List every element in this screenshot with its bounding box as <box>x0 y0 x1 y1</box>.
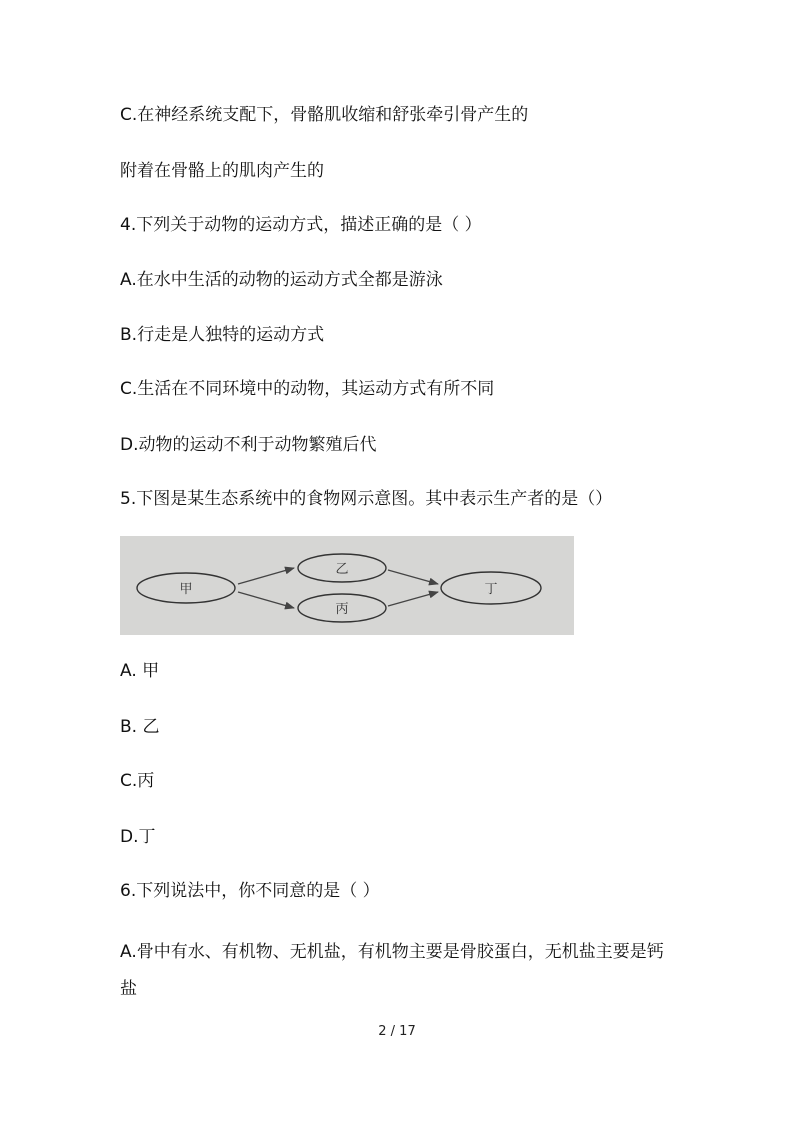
question-5-stem: 5.下图是某生态系统中的食物网示意图。其中表示生产者的是（） <box>120 489 613 509</box>
arrow-yi-to-ding <box>388 570 438 584</box>
arrow-jia-to-yi <box>238 568 294 584</box>
question-4-option-d: D.动物的运动不利于动物繁殖后代 <box>120 435 377 455</box>
option-3c-line2: 附着在骨骼上的肌肉产生的 <box>120 161 324 181</box>
question-6-option-a: A.骨中有水、有机物、无机盐，有机物主要是骨胶蛋白，无机盐主要是钙盐 <box>120 942 664 999</box>
question-4-option-b: B.行走是人独特的运动方式 <box>120 325 325 345</box>
question-6-stem: 6.下列说法中，你不同意的是（ ） <box>120 881 380 901</box>
food-web-svg <box>120 536 574 635</box>
question-5-option-b: B. 乙 <box>120 717 160 737</box>
question-4-option-a: A.在水中生活的动物的运动方式全都是游泳 <box>120 270 443 290</box>
arrow-jia-to-bing <box>238 592 294 608</box>
question-4-option-c: C.生活在不同环境中的动物，其运动方式有所不同 <box>120 379 495 399</box>
node-yi-label: 乙 <box>335 562 349 577</box>
arrow-bing-to-ding <box>388 592 438 606</box>
option-3c-line1: C.在神经系统支配下，骨骼肌收缩和舒张牵引骨产生的 <box>120 105 529 125</box>
food-web-diagram <box>120 536 574 635</box>
question-4-stem: 4.下列关于动物的运动方式，描述正确的是（ ） <box>120 215 482 235</box>
question-5-option-c: C.丙 <box>120 771 155 791</box>
page-number: 2 / 17 <box>378 1024 416 1039</box>
question-5-option-d: D.丁 <box>120 827 156 847</box>
node-bing-label: 丙 <box>335 602 349 617</box>
node-ding-label: 丁 <box>484 582 498 597</box>
question-5-option-a: A. 甲 <box>120 661 160 681</box>
node-jia-label: 甲 <box>179 582 193 597</box>
